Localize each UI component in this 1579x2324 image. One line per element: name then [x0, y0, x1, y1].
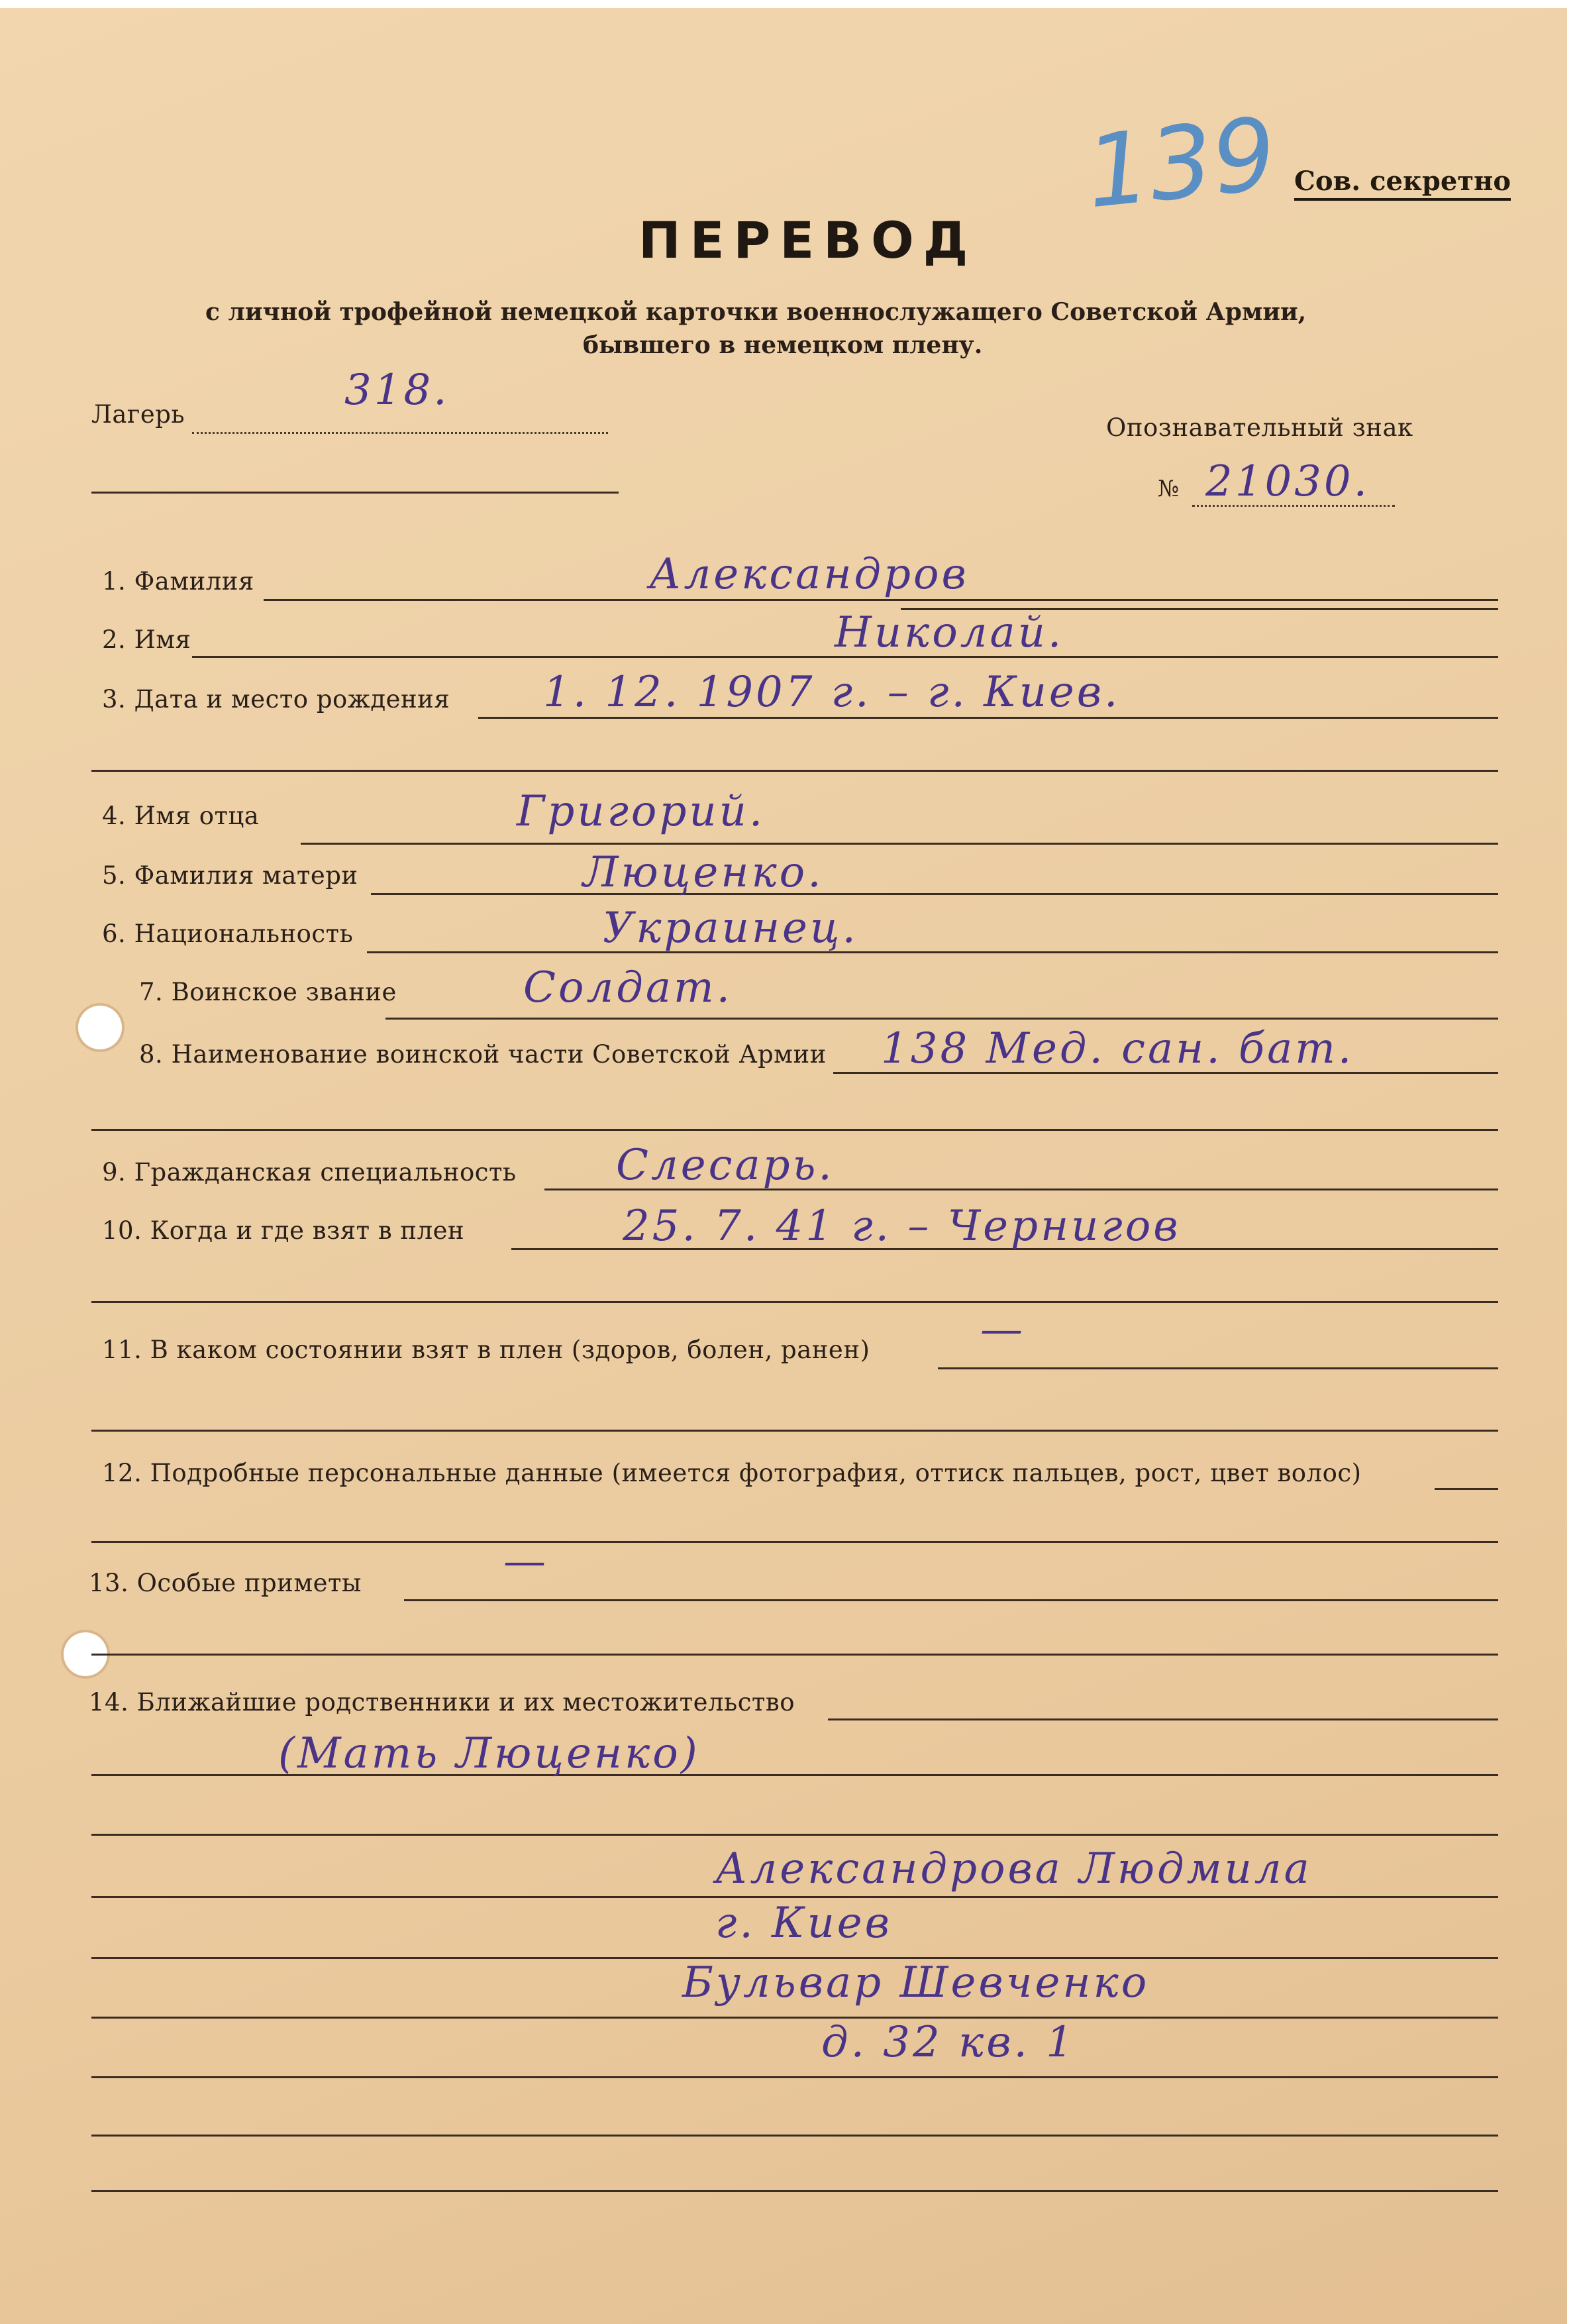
field-14-value-line-2: Александрова Людмила [715, 1844, 1312, 1893]
field-14-line-7 [91, 2076, 1498, 2078]
camp-line-2 [91, 492, 619, 494]
field-12-label: 12. Подробные персональные данные (имеется фотография, оттиск пальцев, рост, цвет волос) [102, 1459, 1362, 1487]
field-14-line-8 [91, 2135, 1498, 2137]
field-6-label: 6. Национальность [102, 920, 354, 948]
field-13-value: — [503, 1537, 548, 1586]
field-8-line-2 [91, 1129, 1498, 1131]
camp-value: 318. [344, 366, 450, 415]
field-14-value-line-5: д. 32 кв. 1 [821, 2018, 1076, 2067]
field-2-value: Николай. [835, 608, 1064, 657]
subtitle-line-1: с личной трофейной немецкой карточки военнослужащего Советской Армии, [205, 298, 1307, 326]
field-13-line-2 [91, 1654, 1498, 1656]
field-5-value: Люценко. [583, 848, 824, 897]
field-11-line [938, 1367, 1498, 1369]
field-14-label: 14. Ближайшие родственники и их местожительство [89, 1688, 795, 1717]
field-8-label: 8. Наименование воинской части Советской Армии [139, 1040, 827, 1069]
field-6-value: Украинец. [603, 904, 858, 953]
punch-hole [78, 1006, 122, 1049]
field-11-label: 11. В каком состоянии взят в плен (здоров, болен, ранен) [102, 1336, 870, 1364]
camp-line [192, 432, 608, 434]
field-3-line-2 [91, 770, 1498, 772]
field-13-line [404, 1599, 1498, 1601]
field-3-label: 3. Дата и место рождения [102, 685, 450, 713]
field-14-line-6 [91, 2017, 1498, 2019]
field-13-label: 13. Особые приметы [89, 1569, 362, 1597]
field-5-line [371, 893, 1498, 895]
field-1-line [264, 599, 1498, 601]
field-4-label: 4. Имя отца [102, 802, 260, 830]
page-title: ПЕРЕВОД [638, 211, 978, 270]
field-10-value: 25. 7. 41 г. – Чернигов [623, 1202, 1181, 1251]
field-1-label: 1. Фамилия [102, 567, 254, 596]
field-12-line-2 [91, 1541, 1498, 1543]
id-tag-value: 21030. [1205, 457, 1370, 506]
field-9-label: 9. Гражданская специальность [102, 1158, 517, 1187]
field-5-label: 5. Фамилия матери [102, 861, 358, 890]
field-4-value: Григорий. [517, 787, 766, 836]
field-10-line-2 [91, 1301, 1498, 1303]
pencil-archive-number: 139 [1080, 96, 1282, 231]
field-14-line-9 [91, 2190, 1498, 2192]
id-tag-number-prefix: № [1158, 476, 1180, 502]
field-6-line [367, 951, 1498, 953]
paper-edge [1567, 0, 1579, 2324]
field-4-line [301, 843, 1498, 845]
field-12-line [1435, 1488, 1498, 1490]
field-7-label: 7. Воинское звание [139, 978, 397, 1006]
field-7-value: Солдат. [523, 963, 733, 1012]
field-14-line [828, 1718, 1498, 1720]
field-14-value-line-1: (Мать Люценко) [278, 1729, 700, 1778]
field-14-value-line-3: г. Киев [715, 1899, 892, 1948]
field-10-label: 10. Когда и где взят в плен [102, 1216, 465, 1245]
field-14-line-4 [91, 1896, 1498, 1898]
field-3-line [478, 717, 1498, 719]
field-9-value: Слесарь. [616, 1141, 835, 1190]
field-11-value: — [980, 1305, 1025, 1354]
id-tag-label: Опознавательный знак [1106, 413, 1413, 442]
field-2-label: 2. Имя [102, 625, 191, 654]
field-8-value: 138 Мед. сан. бат. [881, 1024, 1354, 1073]
field-14-value-line-4: Бульвар Шевченко [682, 1958, 1150, 2007]
field-11-line-2 [91, 1430, 1498, 1432]
paper-edge [0, 0, 1579, 8]
camp-label: Лагерь [91, 400, 185, 429]
field-14-line-3 [91, 1834, 1498, 1836]
subtitle-line-2: бывшего в немецком плену. [583, 331, 983, 359]
secrecy-stamp: Сов. секретно [1294, 166, 1511, 201]
field-7-line [385, 1018, 1498, 1020]
field-3-value: 1. 12. 1907 г. – г. Киев. [543, 668, 1121, 717]
field-1-value: Александров [649, 550, 969, 599]
